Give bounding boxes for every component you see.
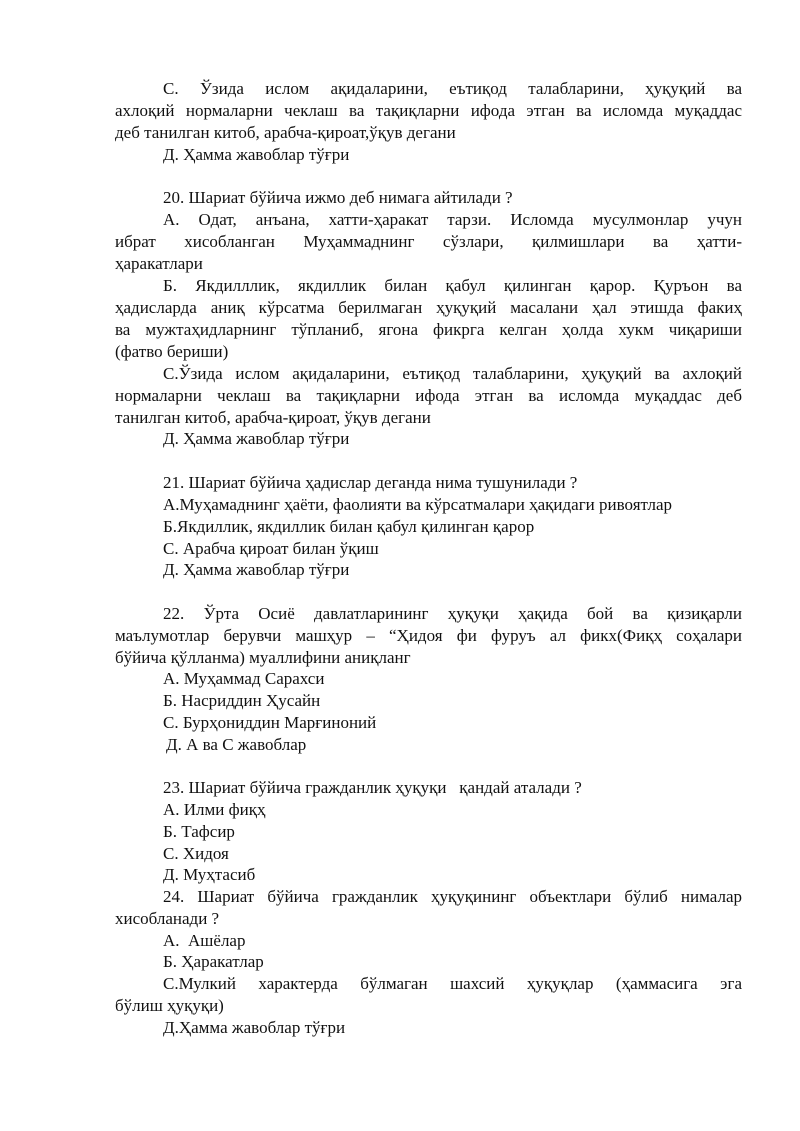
q23-option-b: Б. Тафсир bbox=[163, 822, 235, 841]
q21-question: 21. Шариат бўйича ҳадислар деганда нима тушунилади ? bbox=[163, 473, 578, 492]
q20-option-b-line-2: ҳадисларда аниқ кўрсатма берилмаган ҳуқуқий масалани ҳал этишда факиҳ bbox=[115, 298, 742, 317]
q23-option-d: Д. Муҳтасиб bbox=[163, 865, 256, 884]
q22-question-line-3: бўйича қўлланма) муаллифини аниқланг bbox=[115, 648, 411, 667]
q20-option-c-line-1: С.Ўзида ислом ақидаларини, еътиқод талабларини, ҳуқуқий ва ахлоқий bbox=[163, 364, 742, 383]
q20-question: 20. Шариат бўйича ижмо деб нимага айтилади ? bbox=[163, 188, 513, 207]
q20-option-a-line-3: ҳаракатлари bbox=[115, 254, 203, 273]
q20-option-b-line-3: ва мужтаҳидларнинг тўпланиб, ягона фикрга келган ҳолда хукм чиқариши bbox=[115, 320, 742, 339]
q23-question: 23. Шариат бўйича гражданлик ҳуқуқи қандай аталади ? bbox=[163, 778, 582, 797]
q21-option-d: Д. Ҳамма жавоблар тўғри bbox=[163, 560, 350, 579]
q20-option-a-line-2: ибрат хисобланган Муҳаммаднинг сўзлари, қилмишлари ва ҳатти- bbox=[115, 232, 742, 251]
q24-option-d: Д.Ҳамма жавоблар тўғри bbox=[163, 1018, 346, 1037]
q22-option-c: С. Бурҳониддин Марғиноний bbox=[163, 713, 377, 732]
q22-option-a: А. Муҳаммад Сарахси bbox=[163, 669, 325, 688]
q24-option-b: Б. Ҳаракатлар bbox=[163, 952, 264, 971]
q19-option-c-line-1: С. Ўзида ислом ақидаларини, еътиқод талабларини, ҳуқуқий ва bbox=[163, 79, 742, 98]
q22-question-line-1: 22. Ўрта Осиё давлатларининг ҳуқуқи ҳақида бой ва қизиқарли bbox=[163, 604, 742, 623]
q23-option-c: С. Хидоя bbox=[163, 844, 229, 863]
q22-option-b: Б. Насриддин Ҳусайн bbox=[163, 691, 321, 710]
q20-option-d: Д. Ҳамма жавоблар тўғри bbox=[163, 429, 350, 448]
q22-option-d: Д. А ва С жавоблар bbox=[166, 735, 307, 754]
q19-option-c-line-2: ахлоқий нормаларни чеклаш ва тақиқларни ифода этган ва исломда муқаддас bbox=[115, 101, 742, 120]
q20-option-b-line-1: Б. Якдилллик, якдиллик билан қабул қилинган қарор. Қуръон ва bbox=[163, 276, 742, 295]
q24-option-c-line-1: С.Мулкий характерда бўлмаган шахсий ҳуқуқлар (ҳаммасига эга bbox=[163, 974, 742, 993]
q20-option-c-line-3: танилган китоб, арабча-қироат, ўқув дегани bbox=[115, 408, 431, 427]
q24-option-c-line-2: бўлиш ҳуқуқи) bbox=[115, 996, 224, 1015]
q20-option-b-line-4: (фатво бериши) bbox=[115, 342, 229, 361]
q21-option-b: Б.Якдиллик, якдиллик билан қабул қилинган қарор bbox=[163, 517, 535, 536]
q21-option-a: А.Муҳамаднинг ҳаёти, фаолияти ва кўрсатмалари ҳақидаги ривоятлар bbox=[163, 495, 673, 514]
q19-option-c-line-3: деб танилган китоб, арабча-қироат,ўқув дегани bbox=[115, 123, 456, 142]
q22-question-line-2: маълумотлар берувчи машҳур – “Ҳидоя фи фуруъ ал фикх(Фиқҳ соҳалари bbox=[115, 626, 742, 645]
q19-option-d: Д. Ҳамма жавоблар тўғри bbox=[163, 145, 350, 164]
q24-question-line-2: хисобланади ? bbox=[115, 909, 220, 928]
q24-question-line-1: 24. Шариат бўйича гражданлик ҳуқуқининг объектлари бўлиб нималар bbox=[163, 887, 742, 906]
q20-option-a-line-1: А. Одат, анъана, хатти-ҳаракат тарзи. Исломда мусулмонлар учун bbox=[163, 210, 742, 229]
q21-option-c: С. Арабча қироат билан ўқиш bbox=[163, 539, 379, 558]
q23-option-a: А. Илми фиқҳ bbox=[163, 800, 266, 819]
q20-option-c-line-2: нормаларни чеклаш ва тақиқларни ифода этган ва исломда муқаддас деб bbox=[115, 386, 742, 405]
q24-option-a: А. Ашёлар bbox=[163, 931, 246, 950]
